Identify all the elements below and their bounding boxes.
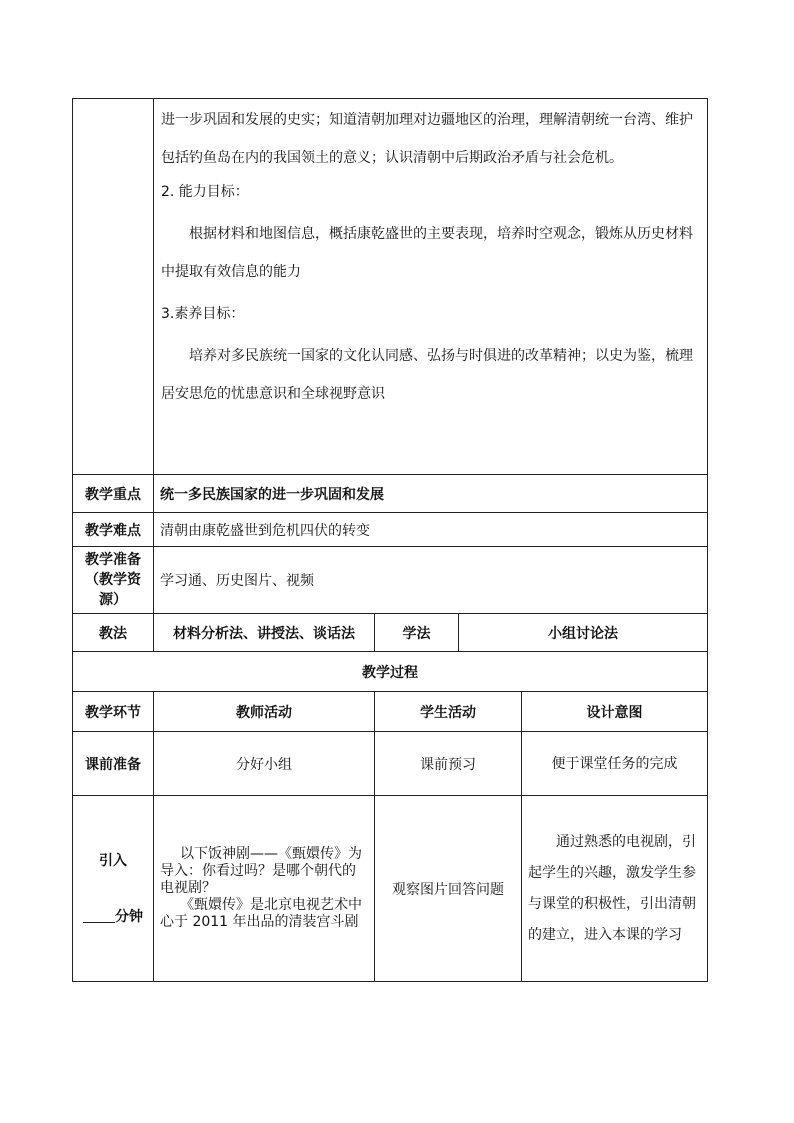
learning-method-value: 小组讨论法 — [459, 614, 708, 652]
teaching-method-value: 材料分析法、讲授法、谈话法 — [154, 614, 375, 652]
preparation-label — [73, 547, 154, 614]
intro-stage — [73, 796, 154, 982]
intro-stage-title: 引入 — [99, 852, 127, 869]
preparation-label-line1: 教学准备 — [85, 552, 141, 568]
preparation-row — [73, 547, 708, 614]
objectives-label-cell — [73, 99, 154, 475]
method-row — [73, 614, 708, 652]
difficulty-row — [73, 513, 708, 547]
intro-student-activity: 观察图片回答问题 — [375, 796, 522, 982]
lesson-plan-table — [72, 98, 708, 982]
intro-teacher-activity — [154, 796, 375, 982]
objectives-row — [73, 99, 708, 475]
intro-teacher-text-2: 《甄嬛传》是北京电视艺术中心于 2011 年出品的清装宫斗剧 — [160, 897, 362, 930]
pre-class-row — [73, 732, 708, 796]
intro-minutes — [79, 889, 147, 945]
pre-class-teacher-activity: 分好小组 — [154, 732, 375, 796]
literacy-objective-text: 培养对多民族统一国家的文化认同感、弘扬与时俱进的改革精神；以史为鉴，梳理居安思危的忧患意识和全球视野意识 — [161, 348, 693, 402]
literacy-objective-title: 3.素养目标： — [161, 306, 245, 322]
key-point-value: 统一多民族国家的进一步巩固和发展 — [154, 475, 708, 513]
knowledge-objective-text: 进一步巩固和发展的史实；知道清朝加理对边疆地区的治理，理解清朝统一台湾、维护包括钓鱼岛在内的我国领土的意义；认识清朝中后期政治矛盾与社会危机。 — [161, 112, 693, 166]
intro-design-intent — [522, 796, 708, 982]
key-point-label: 教学重点 — [73, 475, 154, 513]
teaching-method-label: 教法 — [73, 614, 154, 652]
process-title-row — [73, 652, 708, 692]
key-point-row — [73, 475, 708, 513]
intro-row — [73, 796, 708, 982]
learning-method-label: 学法 — [375, 614, 459, 652]
objectives-cell — [154, 99, 708, 475]
preparation-label-line3: 源） — [99, 592, 127, 608]
teacher-activity-header: 教师活动 — [154, 692, 375, 732]
student-activity-header: 学生活动 — [375, 692, 522, 732]
difficulty-label: 教学难点 — [73, 513, 154, 547]
intro-design-intent-text: 通过熟悉的电视剧，引起学生的兴趣，激发学生参与课堂的积极性，引出清朝的建立，进入本课的学习 — [528, 833, 696, 943]
difficulty-value: 清朝由康乾盛世到危机四伏的转变 — [154, 513, 708, 547]
pre-class-design-intent: 便于课堂任务的完成 — [522, 732, 708, 796]
preparation-label-line2: （教学资 — [85, 572, 141, 588]
ability-objective-title: 2. 能力目标： — [161, 184, 249, 200]
minutes-blank — [83, 908, 115, 923]
pre-class-student-activity: 课前预习 — [375, 732, 522, 796]
intro-teacher-text-1: 以下饭神剧——《甄嬛传》为导入：你看过吗？是哪个朝代的电视剧？ — [160, 846, 362, 896]
preparation-value: 学习通、历史图片、视频 — [154, 547, 708, 614]
stage-header: 教学环节 — [73, 692, 154, 732]
minutes-suffix: 分钟 — [115, 908, 143, 925]
pre-class-stage: 课前准备 — [73, 732, 154, 796]
ability-objective-text: 根据材料和地图信息，概括康乾盛世的主要表现，培养时空观念，锻炼从历史材料中提取有效信息的能力 — [161, 226, 693, 280]
design-intent-header: 设计意图 — [522, 692, 708, 732]
process-header-row — [73, 692, 708, 732]
process-title: 教学过程 — [73, 652, 708, 692]
